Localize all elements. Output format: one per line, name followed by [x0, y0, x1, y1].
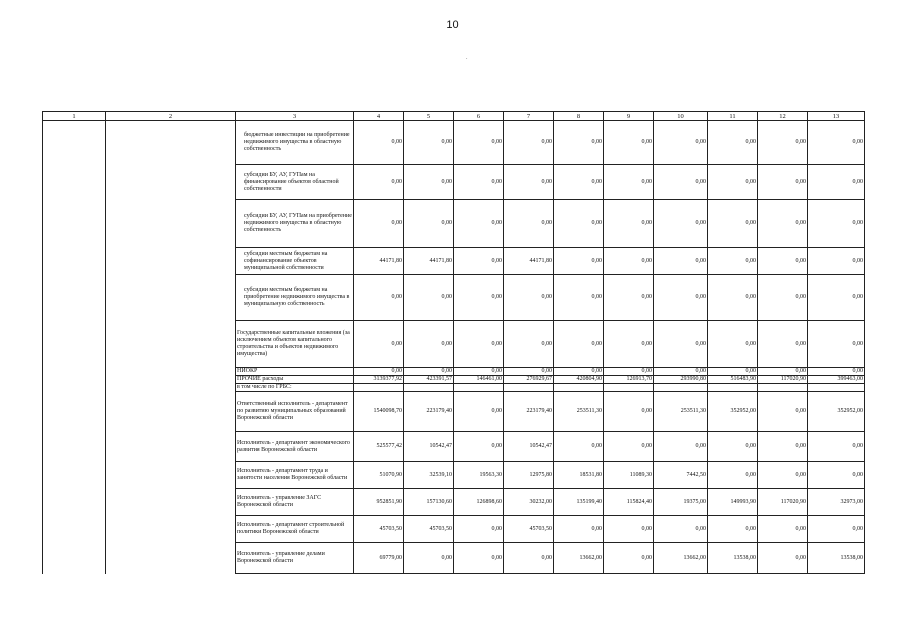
value-cell: 0,00	[654, 248, 708, 275]
scan-dot: .	[466, 55, 468, 61]
column-header-9: 9	[604, 112, 654, 121]
table-row	[43, 489, 865, 516]
value-cell: 0,00	[354, 121, 404, 165]
value-cell: 0,00	[708, 462, 758, 489]
value-cell: 0,00	[708, 275, 758, 321]
value-cell	[654, 384, 708, 392]
value-cell	[808, 384, 865, 392]
value-cell: 1540098,70	[354, 392, 404, 432]
empty-cell	[43, 200, 106, 248]
value-cell: 0,00	[708, 321, 758, 368]
budget-table	[42, 111, 865, 574]
value-cell: 10542,47	[504, 432, 554, 462]
value-cell: 0,00	[758, 432, 808, 462]
empty-cell	[43, 321, 106, 368]
column-header-2: 2	[106, 112, 236, 121]
empty-cell	[106, 432, 236, 462]
table-row	[43, 376, 865, 384]
value-cell: 0,00	[604, 392, 654, 432]
empty-cell	[106, 368, 236, 376]
value-cell: 0,00	[708, 516, 758, 543]
empty-cell	[43, 543, 106, 574]
empty-cell	[106, 165, 236, 200]
value-cell: 0,00	[554, 516, 604, 543]
value-cell: 0,00	[808, 200, 865, 248]
table-row	[43, 368, 865, 376]
value-cell: 0,00	[404, 543, 454, 574]
column-header-7: 7	[504, 112, 554, 121]
row-label: Исполнитель - управление делами Воронежской области	[236, 543, 354, 574]
value-cell: 0,00	[504, 543, 554, 574]
value-cell: 952851,90	[354, 489, 404, 516]
value-cell: 13538,00	[808, 543, 865, 574]
row-label: Исполнитель - департамент труда и занятости населения Воронежской области	[236, 462, 354, 489]
value-cell: 117020,90	[758, 489, 808, 516]
table-row	[43, 275, 865, 321]
value-cell: 0,00	[354, 275, 404, 321]
empty-cell	[106, 384, 236, 392]
value-cell: 0,00	[808, 462, 865, 489]
value-cell: 0,00	[708, 248, 758, 275]
value-cell: 0,00	[554, 248, 604, 275]
column-header-1: 1	[43, 112, 106, 121]
value-cell: 420804,90	[554, 376, 604, 384]
empty-cell	[106, 489, 236, 516]
value-cell: 0,00	[354, 200, 404, 248]
value-cell: 0,00	[504, 368, 554, 376]
value-cell: 0,00	[758, 121, 808, 165]
value-cell: 12975,80	[504, 462, 554, 489]
value-cell: 0,00	[504, 200, 554, 248]
value-cell: 146461,00	[454, 376, 504, 384]
table-row	[43, 516, 865, 543]
value-cell: 0,00	[504, 165, 554, 200]
value-cell: 0,00	[604, 165, 654, 200]
value-cell: 0,00	[604, 368, 654, 376]
table-row	[43, 121, 865, 165]
table-body	[43, 121, 865, 574]
value-cell: 0,00	[554, 200, 604, 248]
value-cell: 0,00	[404, 165, 454, 200]
value-cell: 276929,67	[504, 376, 554, 384]
value-cell: 0,00	[454, 392, 504, 432]
value-cell: 0,00	[554, 368, 604, 376]
value-cell: 13662,00	[554, 543, 604, 574]
value-cell: 0,00	[654, 368, 708, 376]
row-label: Исполнитель - управление ЗАГС Воронежской области	[236, 489, 354, 516]
value-cell	[504, 384, 554, 392]
value-cell: 0,00	[808, 516, 865, 543]
value-cell: 45703,50	[504, 516, 554, 543]
value-cell: 135199,40	[554, 489, 604, 516]
value-cell: 0,00	[708, 121, 758, 165]
value-cell: 0,00	[654, 432, 708, 462]
row-label: Исполнитель - департамент экономического развития Воронежской области	[236, 432, 354, 462]
empty-cell	[43, 384, 106, 392]
value-cell: 0,00	[808, 165, 865, 200]
value-cell	[604, 384, 654, 392]
empty-cell	[106, 376, 236, 384]
value-cell: 0,00	[708, 165, 758, 200]
value-cell: 0,00	[708, 432, 758, 462]
row-label: ПРОЧИЕ расходы	[236, 376, 354, 384]
value-cell: 0,00	[758, 392, 808, 432]
value-cell: 44171,80	[354, 248, 404, 275]
value-cell: 0,00	[758, 248, 808, 275]
column-header-13: 13	[808, 112, 865, 121]
value-cell: 253511,30	[554, 392, 604, 432]
table-row	[43, 462, 865, 489]
column-header-4: 4	[354, 112, 404, 121]
value-cell	[454, 384, 504, 392]
value-cell: 0,00	[454, 543, 504, 574]
value-cell: 0,00	[758, 321, 808, 368]
value-cell: 11089,30	[604, 462, 654, 489]
table-row	[43, 432, 865, 462]
value-cell: 45703,50	[354, 516, 404, 543]
empty-cell	[43, 516, 106, 543]
empty-cell	[43, 376, 106, 384]
value-cell: 45703,50	[404, 516, 454, 543]
value-cell: 0,00	[604, 248, 654, 275]
value-cell: 0,00	[808, 275, 865, 321]
value-cell: 0,00	[454, 516, 504, 543]
value-cell: 0,00	[504, 275, 554, 321]
value-cell: 0,00	[554, 275, 604, 321]
value-cell: 0,00	[604, 275, 654, 321]
value-cell: 293990,80	[654, 376, 708, 384]
value-cell: 0,00	[554, 165, 604, 200]
value-cell: 0,00	[654, 165, 708, 200]
row-label: Исполнитель - департамент строительной политики Воронежской области	[236, 516, 354, 543]
column-header-8: 8	[554, 112, 604, 121]
empty-cell	[106, 516, 236, 543]
table-row	[43, 200, 865, 248]
value-cell: 0,00	[808, 432, 865, 462]
empty-cell	[43, 248, 106, 275]
column-header-10: 10	[654, 112, 708, 121]
value-cell: 0,00	[554, 321, 604, 368]
value-cell: 223179,40	[504, 392, 554, 432]
value-cell: 0,00	[604, 432, 654, 462]
value-cell: 0,00	[404, 121, 454, 165]
value-cell: 0,00	[404, 368, 454, 376]
value-cell: 0,00	[654, 321, 708, 368]
value-cell: 32973,00	[808, 489, 865, 516]
row-label: Ответственный исполнитель - департамент по развитию муниципальных образований Воронежской области	[236, 392, 354, 432]
empty-cell	[43, 275, 106, 321]
empty-cell	[106, 392, 236, 432]
value-cell: 0,00	[654, 516, 708, 543]
value-cell	[404, 384, 454, 392]
value-cell: 157130,60	[404, 489, 454, 516]
value-cell	[554, 384, 604, 392]
empty-cell	[43, 462, 106, 489]
row-label: бюджетные инвестиции на приобретение недвижимого имущества в областную собственность	[236, 121, 354, 165]
value-cell: 0,00	[454, 200, 504, 248]
value-cell: 30232,00	[504, 489, 554, 516]
empty-cell	[43, 489, 106, 516]
value-cell: 13538,00	[708, 543, 758, 574]
row-label: НИОКР	[236, 368, 354, 376]
value-cell: 69779,00	[354, 543, 404, 574]
value-cell: 0,00	[454, 432, 504, 462]
header-row	[43, 112, 865, 121]
empty-cell	[106, 200, 236, 248]
table-row	[43, 165, 865, 200]
value-cell: 423391,57	[404, 376, 454, 384]
value-cell	[758, 384, 808, 392]
value-cell: 0,00	[404, 321, 454, 368]
value-cell: 516483,90	[708, 376, 758, 384]
value-cell: 0,00	[404, 200, 454, 248]
empty-cell	[106, 543, 236, 574]
column-header-3: 3	[236, 112, 354, 121]
value-cell: 0,00	[454, 321, 504, 368]
value-cell: 0,00	[758, 543, 808, 574]
value-cell: 44171,80	[504, 248, 554, 275]
value-cell: 10542,47	[404, 432, 454, 462]
value-cell	[354, 384, 404, 392]
empty-cell	[43, 432, 106, 462]
row-label: в том числе по ГРБС:	[236, 384, 354, 392]
value-cell: 19563,30	[454, 462, 504, 489]
value-cell: 0,00	[708, 368, 758, 376]
table-row	[43, 321, 865, 368]
value-cell: 18531,80	[554, 462, 604, 489]
value-cell: 51070,90	[354, 462, 404, 489]
empty-cell	[43, 121, 106, 165]
value-cell: 0,00	[758, 516, 808, 543]
row-label: Государственные капитальные вложения (за исключением объектов капитального строительства и объектов недвижимого имущества)	[236, 321, 354, 368]
value-cell: 0,00	[808, 121, 865, 165]
value-cell: 0,00	[354, 321, 404, 368]
table-row	[43, 543, 865, 574]
value-cell: 0,00	[604, 543, 654, 574]
value-cell: 0,00	[758, 368, 808, 376]
row-label: субсидии местным бюджетам на софинансирование объектов муниципальной собственности	[236, 248, 354, 275]
empty-cell	[43, 368, 106, 376]
empty-cell	[106, 462, 236, 489]
empty-cell	[106, 321, 236, 368]
value-cell: 3139377,92	[354, 376, 404, 384]
row-label: субсидии местным бюджетам на приобретение недвижимого имущества в муниципальную собственность	[236, 275, 354, 321]
column-header-11: 11	[708, 112, 758, 121]
empty-cell	[106, 121, 236, 165]
value-cell: 0,00	[504, 121, 554, 165]
value-cell: 0,00	[604, 321, 654, 368]
column-header-6: 6	[454, 112, 504, 121]
value-cell: 126898,60	[454, 489, 504, 516]
value-cell: 0,00	[454, 368, 504, 376]
value-cell: 0,00	[808, 248, 865, 275]
value-cell: 0,00	[758, 200, 808, 248]
value-cell: 525577,42	[354, 432, 404, 462]
value-cell: 149993,90	[708, 489, 758, 516]
value-cell: 0,00	[758, 165, 808, 200]
row-label: субсидии БУ, АУ, ГУПам на приобретение недвижимого имущества в областную собственность	[236, 200, 354, 248]
value-cell: 0,00	[454, 165, 504, 200]
value-cell: 7442,50	[654, 462, 708, 489]
value-cell: 0,00	[454, 121, 504, 165]
value-cell: 44171,80	[404, 248, 454, 275]
value-cell: 0,00	[354, 165, 404, 200]
value-cell: 0,00	[454, 275, 504, 321]
value-cell: 0,00	[758, 275, 808, 321]
value-cell: 253511,30	[654, 392, 708, 432]
empty-cell	[43, 392, 106, 432]
value-cell: 0,00	[808, 368, 865, 376]
value-cell: 0,00	[808, 321, 865, 368]
value-cell: 0,00	[654, 275, 708, 321]
value-cell: 0,00	[604, 121, 654, 165]
value-cell: 0,00	[654, 121, 708, 165]
column-header-5: 5	[404, 112, 454, 121]
row-label: субсидии БУ, АУ, ГУПам на финансирование объектов областной собственности	[236, 165, 354, 200]
value-cell: 0,00	[454, 248, 504, 275]
empty-cell	[106, 248, 236, 275]
value-cell: 0,00	[404, 275, 454, 321]
value-cell: 115824,40	[604, 489, 654, 516]
value-cell: 19375,00	[654, 489, 708, 516]
value-cell: 0,00	[654, 200, 708, 248]
value-cell: 13662,00	[654, 543, 708, 574]
value-cell: 0,00	[758, 462, 808, 489]
value-cell: 0,00	[504, 321, 554, 368]
value-cell: 0,00	[554, 121, 604, 165]
value-cell: 352952,00	[708, 392, 758, 432]
value-cell: 0,00	[554, 432, 604, 462]
column-header-12: 12	[758, 112, 808, 121]
value-cell: 32539,10	[404, 462, 454, 489]
value-cell: 0,00	[354, 368, 404, 376]
table-row	[43, 384, 865, 392]
table-row	[43, 392, 865, 432]
empty-cell	[106, 275, 236, 321]
value-cell: 352952,00	[808, 392, 865, 432]
page-number: 10	[446, 19, 459, 31]
value-cell: 223179,40	[404, 392, 454, 432]
value-cell: 117020,90	[758, 376, 808, 384]
empty-cell	[43, 165, 106, 200]
value-cell: 399463,00	[808, 376, 865, 384]
value-cell: 0,00	[604, 200, 654, 248]
table-row	[43, 248, 865, 275]
value-cell	[708, 384, 758, 392]
value-cell: 126913,70	[604, 376, 654, 384]
value-cell: 0,00	[708, 200, 758, 248]
value-cell: 0,00	[604, 516, 654, 543]
